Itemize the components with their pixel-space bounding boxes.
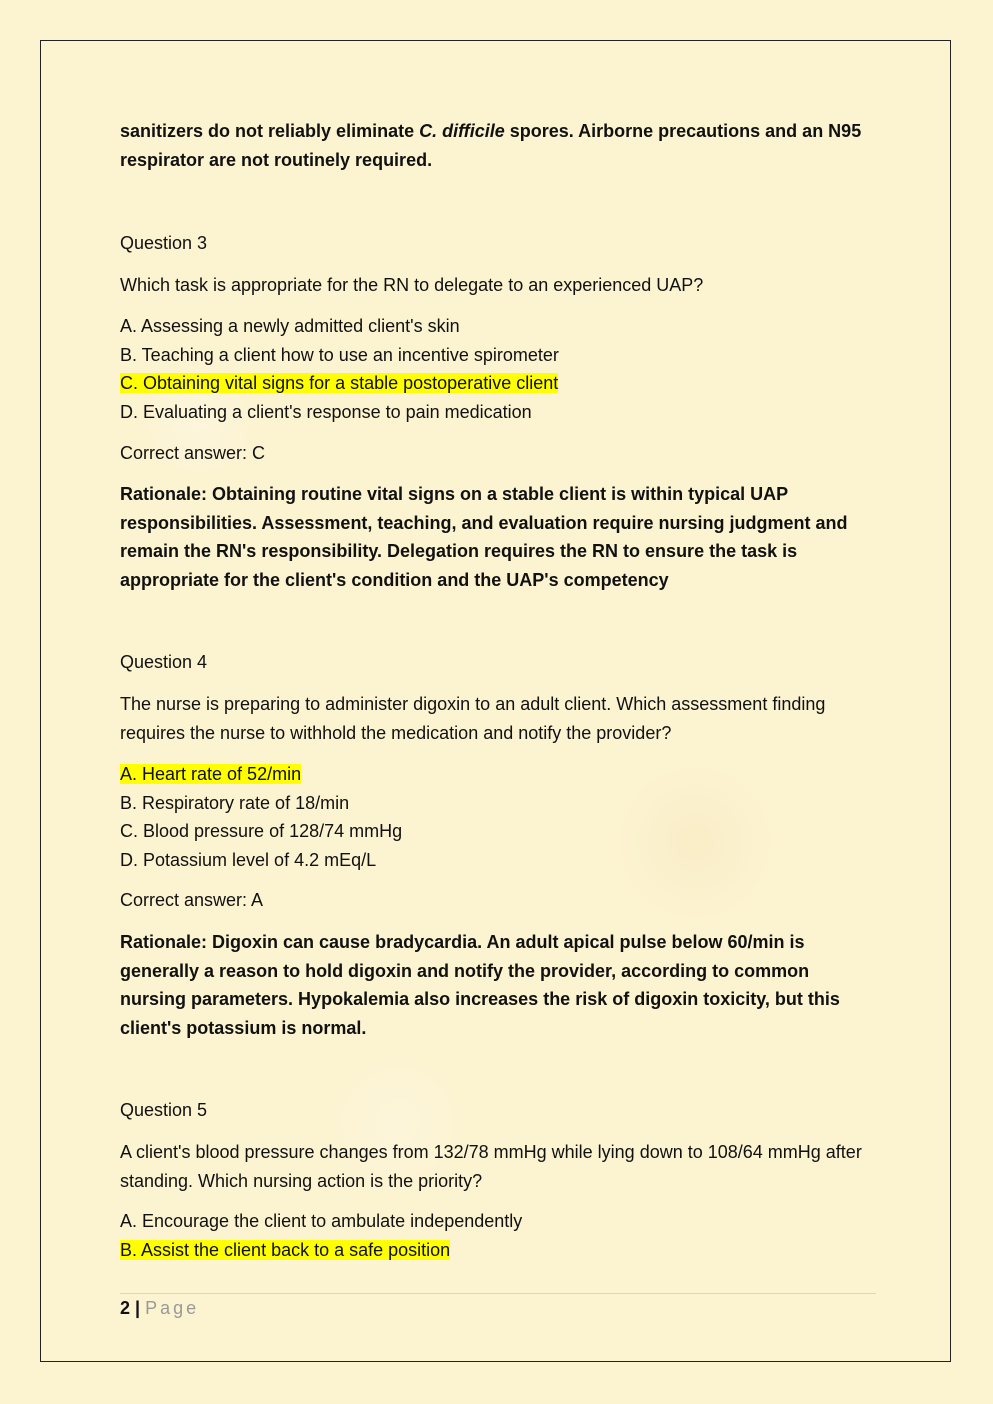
intro-text-part1: sanitizers do not reliably eliminate (120, 121, 420, 141)
page-separator: | (130, 1298, 146, 1318)
question-3-option-a: A. Assessing a newly admitted client's skin (120, 316, 460, 336)
question-4-option-c: C. Blood pressure of 128/74 mmHg (120, 821, 403, 841)
question-3-option-d: D. Evaluating a client's response to pain medication (120, 401, 532, 422)
question-5-option-b (120, 1236, 876, 1265)
highlighted-answer: A. Heart rate of 52/min (120, 764, 302, 784)
question-5-stem: A client's blood pressure changes from 132/78 mmHg while lying down to 108/64 mmHg after standing. Which nursing action is the priority? (120, 1142, 862, 1191)
question-3-heading: Question 3 (120, 233, 208, 253)
question-3-option-c (120, 369, 876, 398)
page-number: 2 (120, 1298, 131, 1318)
intro-text-part2: spores. Airborne precautions and an N95 respirator are not routinely required. (120, 121, 862, 170)
intro-rationale-continued (120, 117, 876, 174)
highlighted-answer: C. Obtaining vital signs for a stable postoperative client (120, 373, 559, 393)
question-3-correct-answer: Correct answer: C (120, 443, 266, 463)
question-3-options (120, 312, 876, 426)
question-4-stem: The nurse is preparing to administer digoxin to an adult client. Which assessment finding requires the nurse to withhold the medication and notify the provider? (120, 694, 826, 743)
question-4-heading: Question 4 (120, 652, 208, 672)
question-3-option-b: B. Teaching a client how to use an incentive spirometer (120, 344, 559, 365)
page-footer (120, 1295, 199, 1321)
page-label: Page (145, 1298, 200, 1318)
question-5-options (120, 1207, 876, 1264)
footer-divider (120, 1293, 876, 1294)
question-3-stem: Which task is appropriate for the RN to delegate to an experienced UAP? (120, 275, 704, 295)
question-5-heading: Question 5 (120, 1100, 208, 1120)
question-4-rationale: Rationale: Digoxin can cause bradycardia. An adult apical pulse below 60/min is generally a reason to hold digoxin and notify the provider, according to common nursing parameters. Hypokalemia also increases the risk of digoxin toxicity, but this client's potassium is normal. (120, 932, 840, 1038)
question-4-option-a (120, 760, 876, 789)
intro-italic-organism: C. difficile (419, 121, 505, 141)
highlighted-answer: B. Assist the client back to a safe position (120, 1239, 451, 1260)
question-4-correct-answer: Correct answer: A (120, 890, 264, 910)
question-4-option-b: B. Respiratory rate of 18/min (120, 792, 350, 813)
question-5-option-a: A. Encourage the client to ambulate independently (120, 1211, 523, 1231)
question-3-rationale: Rationale: Obtaining routine vital signs on a stable client is within typical UAP responsibilities. Assessment, teaching, and evaluation require nursing judgment and remain the RN's responsibility. Delegation requires the RN to ensure the task is appropriate for the client's condition and the UAP's competency (120, 484, 848, 590)
question-4-option-d: D. Potassium level of 4.2 mEq/L (120, 849, 377, 870)
question-4-options (120, 760, 876, 874)
